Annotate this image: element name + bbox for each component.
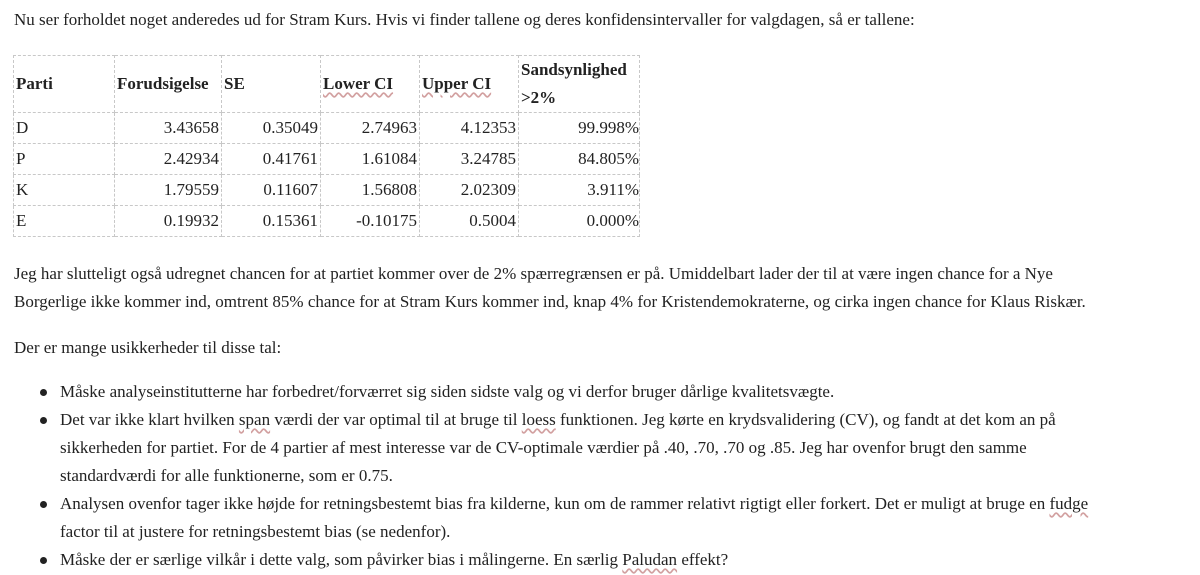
spellcheck-word: loess	[521, 410, 556, 429]
header-upper-ci: Upper CI	[420, 56, 519, 113]
list-item: Måske der er særlige vilkår i dette valg, som påvirker bias i målingerne. En særlig Paludan effekt?	[0, 546, 1190, 574]
table-row	[14, 144, 640, 175]
uncertainty-intro: Der er mange usikkerheder til disse tal:	[14, 338, 282, 357]
results-table	[13, 55, 640, 237]
intro-paragraph: Nu ser forholdet noget anderedes ud for Stram Kurs. Hvis vi finder tallene og deres konfidensintervaller for valgdagen, så er tallene:	[14, 10, 915, 29]
table-row	[14, 113, 640, 144]
cell-se: 0.11607	[222, 175, 321, 206]
cell-lower-ci: -0.10175	[321, 206, 420, 237]
cell-lower-ci: 2.74963	[321, 113, 420, 144]
chance-paragraph	[14, 260, 1086, 316]
header-sandsynlighed: Sandsynlighed >2%	[519, 56, 640, 113]
cell-forudsigelse: 2.42934	[115, 144, 222, 175]
cell-se: 0.35049	[222, 113, 321, 144]
cell-upper-ci: 4.12353	[420, 113, 519, 144]
bullet-icon	[40, 501, 47, 508]
cell-parti: P	[14, 144, 115, 175]
cell-se: 0.15361	[222, 206, 321, 237]
spellcheck-word: fudge	[1049, 494, 1089, 513]
chance-paragraph-line-1: Jeg har slutteligt også udregnet chancen for at partiet kommer over de 2% spærregrænsen er på. Umiddelbart lader der til at være ingen chance for a Nye	[14, 264, 1053, 283]
header-parti: Parti	[14, 56, 115, 113]
bullet-icon	[40, 389, 47, 396]
cell-upper-ci: 3.24785	[420, 144, 519, 175]
cell-sandsynlighed: 84.805%	[519, 144, 640, 175]
cell-parti: E	[14, 206, 115, 237]
spellcheck-word: Paludan	[622, 550, 678, 569]
header-lower-ci: Lower CI	[321, 56, 420, 113]
cell-forudsigelse: 0.19932	[115, 206, 222, 237]
cell-lower-ci: 1.61084	[321, 144, 420, 175]
cell-forudsigelse: 3.43658	[115, 113, 222, 144]
chance-paragraph-line-2: Borgerlige ikke kommer ind, omtrent 85% chance for at Stram Kurs kommer ind, knap 4% for Kristendemokraterne, og cirka ingen chance for Klaus Riskær.	[14, 292, 1086, 311]
cell-parti: K	[14, 175, 115, 206]
list-item: Analysen ovenfor tager ikke højde for retningsbestemt bias fra kilderne, kun om de rammer relativt rigtigt eller forkert. Det er muligt at bruge en fudge factor til at justere for retningsbestemt bias (se nedenfor).	[0, 490, 1190, 546]
list-item: Det var ikke klart hvilken span værdi der var optimal til at bruge til loess funktionen. Jeg kørte en krydsvalidering (CV), og fandt at det kom an på sikkerheden for partiet. For de 4 partier af mest interesse var de CV-optimale værdier på .40, .70, .70 og .85. Jeg har ovenfor brugt den samme standardværdi for alle funktionerne, som er 0.75.	[0, 406, 1190, 490]
uncertainty-list	[0, 378, 1190, 574]
cell-upper-ci: 0.5004	[420, 206, 519, 237]
cell-parti: D	[14, 113, 115, 144]
table-row	[14, 206, 640, 237]
bullet-icon	[40, 417, 47, 424]
cell-forudsigelse: 1.79559	[115, 175, 222, 206]
table-header-row	[14, 56, 640, 113]
cell-upper-ci: 2.02309	[420, 175, 519, 206]
cell-sandsynlighed: 3.911%	[519, 175, 640, 206]
header-forudsigelse: Forudsigelse	[115, 56, 222, 113]
header-se: SE	[222, 56, 321, 113]
cell-sandsynlighed: 99.998%	[519, 113, 640, 144]
cell-lower-ci: 1.56808	[321, 175, 420, 206]
cell-sandsynlighed: 0.000%	[519, 206, 640, 237]
bullet-icon	[40, 557, 47, 564]
spellcheck-word: span	[238, 410, 271, 429]
table-row	[14, 175, 640, 206]
list-item: Måske analyseinstitutterne har forbedret/forværret sig siden sidste valg og vi derfor bruger dårlige kvalitetsvægte.	[0, 378, 1190, 406]
cell-se: 0.41761	[222, 144, 321, 175]
